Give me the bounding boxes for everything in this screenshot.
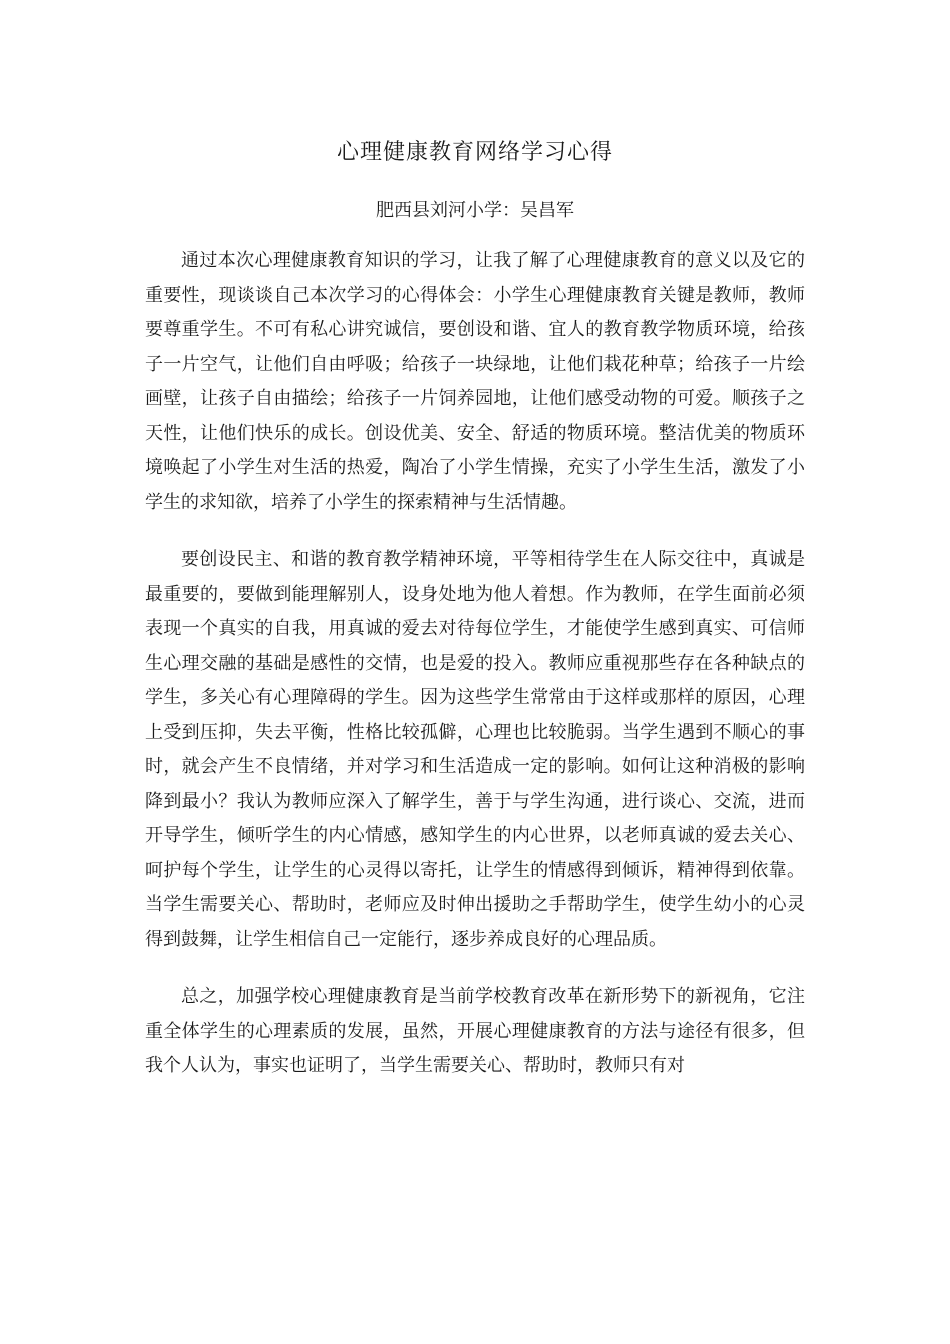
paragraph-3: 总之，加强学校心理健康教育是当前学校教育改革在新形势下的新视角，它注重全体学生的心理素质的发展，虽然，开展心理健康教育的方法与途径有很多，但我个人认为，事实也证明了，当学生需要关心、帮助时，教师只有对: [145, 986, 805, 1076]
document-body: [145, 244, 805, 1107]
paragraph-2: 要创设民主、和谐的教育教学精神环境，平等相待学生在人际交往中，真诚是最重要的，要做到能理解别人，设身处地为他人着想。作为教师，在学生面前必须表现一个真实的自我，用真诚的爱去对待每位学生，才能使学生感到真实、可信师生心理交融的基础是感性的交情，也是爱的投入。教师应重视那些存在各种缺点的学生，多关心有心理障碍的学生。因为这些学生常常由于这样或那样的原因，心理上受到压抑，失去平衡，性格比较孤僻，心理也比较脆弱。当学生遇到不顺心的事时，就会产生不良情绪，并对学习和生活造成一定的影响。如何让这种消极的影响降到最小？我认为教师应深入了解学生，善于与学生沟通，进行谈心、交流，进而开导学生，倾听学生的内心情感，感知学生的内心世界，以老师真诚的爱去关心、呵护每个学生，让学生的心灵得以寄托，让学生的情感得到倾诉，精神得到依靠。当学生需要关心、帮助时，老师应及时伸出援助之手帮助学生，使学生幼小的心灵得到鼓舞，让学生相信自己一定能行，逐步养成良好的心理品质。: [145, 549, 805, 950]
document-title: 心理健康教育网络学习心得: [336, 140, 613, 165]
paragraph-1: 通过本次心理健康教育知识的学习，让我了解了心理健康教育的意义以及它的重要性，现谈谈自己本次学习的心得体会：小学生心理健康教育关键是教师，教师要尊重学生。不可有私心讲究诚信，要创设和谐、宜人的教育教学物质环境，给孩子一片空气，让他们自由呼吸；给孩子一块绿地，让他们栽花种草；给孩子一片绘画壁，让孩子自由描绘；给孩子一片饲养园地，让他们感受动物的可爱。顺孩子之天性，让他们快乐的成长。创设优美、安全、舒适的物质环境。整洁优美的物质环境唤起了小学生对生活的热爱，陶冶了小学生情操，充实了小学生生活，激发了小学生的求知欲，培养了小学生的探索精神与生活情趣。: [145, 250, 805, 513]
document-author: 肥西县刘河小学：吴昌军: [376, 200, 574, 221]
